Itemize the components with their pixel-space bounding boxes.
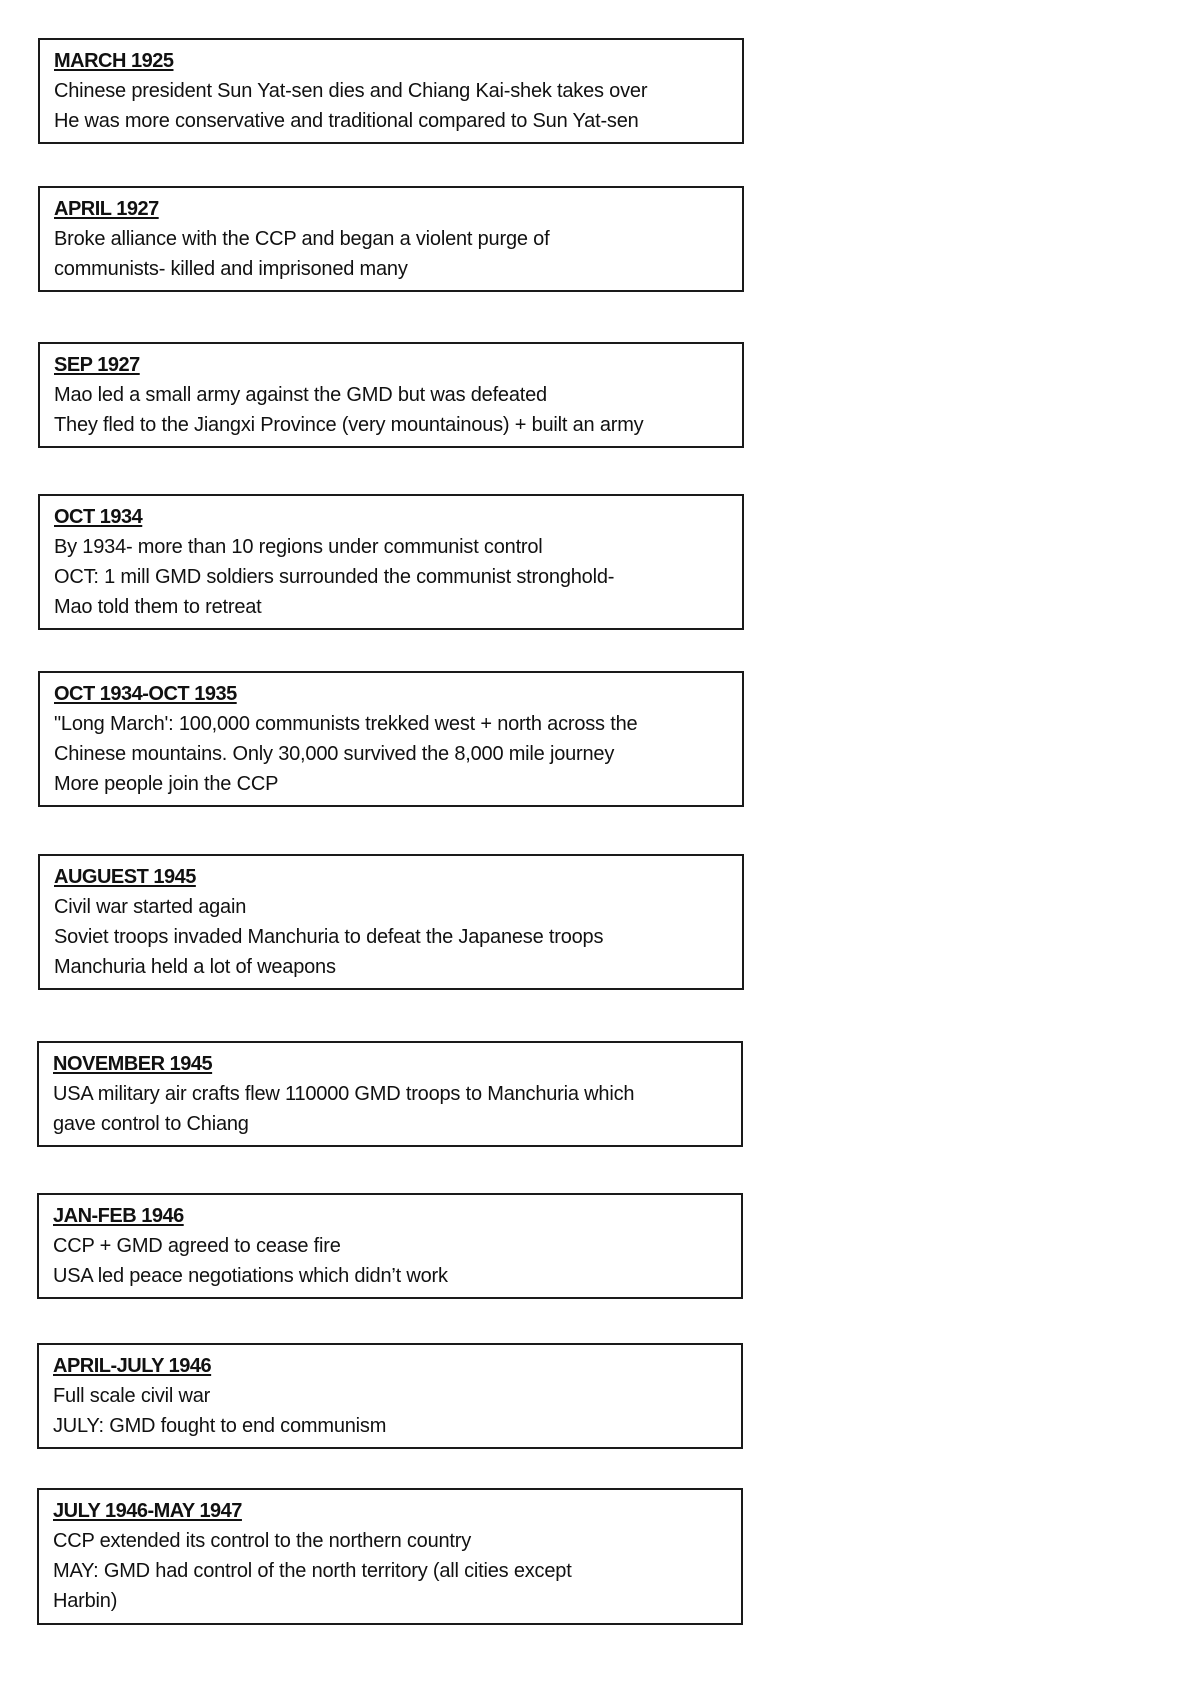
event-text-line: gave control to Chiang bbox=[53, 1113, 249, 1135]
event-box-april-1927 bbox=[38, 186, 744, 292]
event-text-line: Soviet troops invaded Manchuria to defeat the Japanese troops bbox=[54, 926, 604, 948]
event-text-line: Mao told them to retreat bbox=[54, 596, 262, 618]
event-text-line: CCP extended its control to the northern country bbox=[53, 1530, 472, 1552]
event-date: APRIL 1927 bbox=[54, 198, 159, 220]
event-box-august-1945 bbox=[38, 854, 744, 990]
event-text-line: USA led peace negotiations which didn’t work bbox=[53, 1265, 448, 1287]
event-date: SEP 1927 bbox=[54, 354, 140, 376]
event-date: OCT 1934 bbox=[54, 506, 143, 528]
event-box-long-march bbox=[38, 671, 744, 807]
event-date: AUGUEST 1945 bbox=[54, 866, 196, 888]
event-date: JULY 1946-MAY 1947 bbox=[53, 1500, 242, 1522]
event-box-november-1945 bbox=[37, 1041, 743, 1147]
event-text-line: OCT: 1 mill GMD soldiers surrounded the communist stronghold- bbox=[54, 566, 615, 588]
event-text-line: Civil war started again bbox=[54, 896, 247, 918]
event-text-line: Mao led a small army against the GMD but was defeated bbox=[54, 384, 547, 406]
event-text-line: Broke alliance with the CCP and began a violent purge of bbox=[54, 228, 550, 250]
event-text-line: They fled to the Jiangxi Province (very mountainous) + built an army bbox=[54, 414, 644, 436]
event-date: JAN-FEB 1946 bbox=[53, 1205, 184, 1227]
event-text-line: He was more conservative and traditional compared to Sun Yat-sen bbox=[54, 110, 639, 132]
event-date: OCT 1934-OCT 1935 bbox=[54, 683, 237, 705]
event-box-july-1946-may-1947 bbox=[37, 1488, 743, 1625]
event-text-line: Full scale civil war bbox=[53, 1385, 211, 1407]
event-box-sep-1927 bbox=[38, 342, 744, 448]
event-text-line: CCP + GMD agreed to cease fire bbox=[53, 1235, 341, 1257]
event-text-line: Harbin) bbox=[53, 1590, 118, 1612]
event-text-line: Manchuria held a lot of weapons bbox=[54, 956, 336, 978]
event-text-line: By 1934- more than 10 regions under communist control bbox=[54, 536, 543, 558]
event-box-april-july-1946 bbox=[37, 1343, 743, 1449]
event-box-jan-feb-1946 bbox=[37, 1193, 743, 1299]
event-box-march-1925 bbox=[38, 38, 744, 144]
event-text-line: JULY: GMD fought to end communism bbox=[53, 1415, 387, 1437]
event-text-line: MAY: GMD had control of the north territory (all cities except bbox=[53, 1560, 572, 1582]
event-text-line: USA military air crafts flew 110000 GMD troops to Manchuria which bbox=[53, 1083, 635, 1105]
event-text-line: Chinese mountains. Only 30,000 survived the 8,000 mile journey bbox=[54, 743, 615, 765]
event-text-line: "Long March': 100,000 communists trekked west + north across the bbox=[54, 713, 638, 735]
event-text-line: communists- killed and imprisoned many bbox=[54, 258, 408, 280]
event-date: MARCH 1925 bbox=[54, 50, 174, 72]
event-box-oct-1934 bbox=[38, 494, 744, 630]
event-date: APRIL-JULY 1946 bbox=[53, 1355, 212, 1377]
event-text-line: Chinese president Sun Yat-sen dies and Chiang Kai-shek takes over bbox=[54, 80, 648, 102]
event-date: NOVEMBER 1945 bbox=[53, 1053, 213, 1075]
event-text-line: More people join the CCP bbox=[54, 773, 279, 795]
